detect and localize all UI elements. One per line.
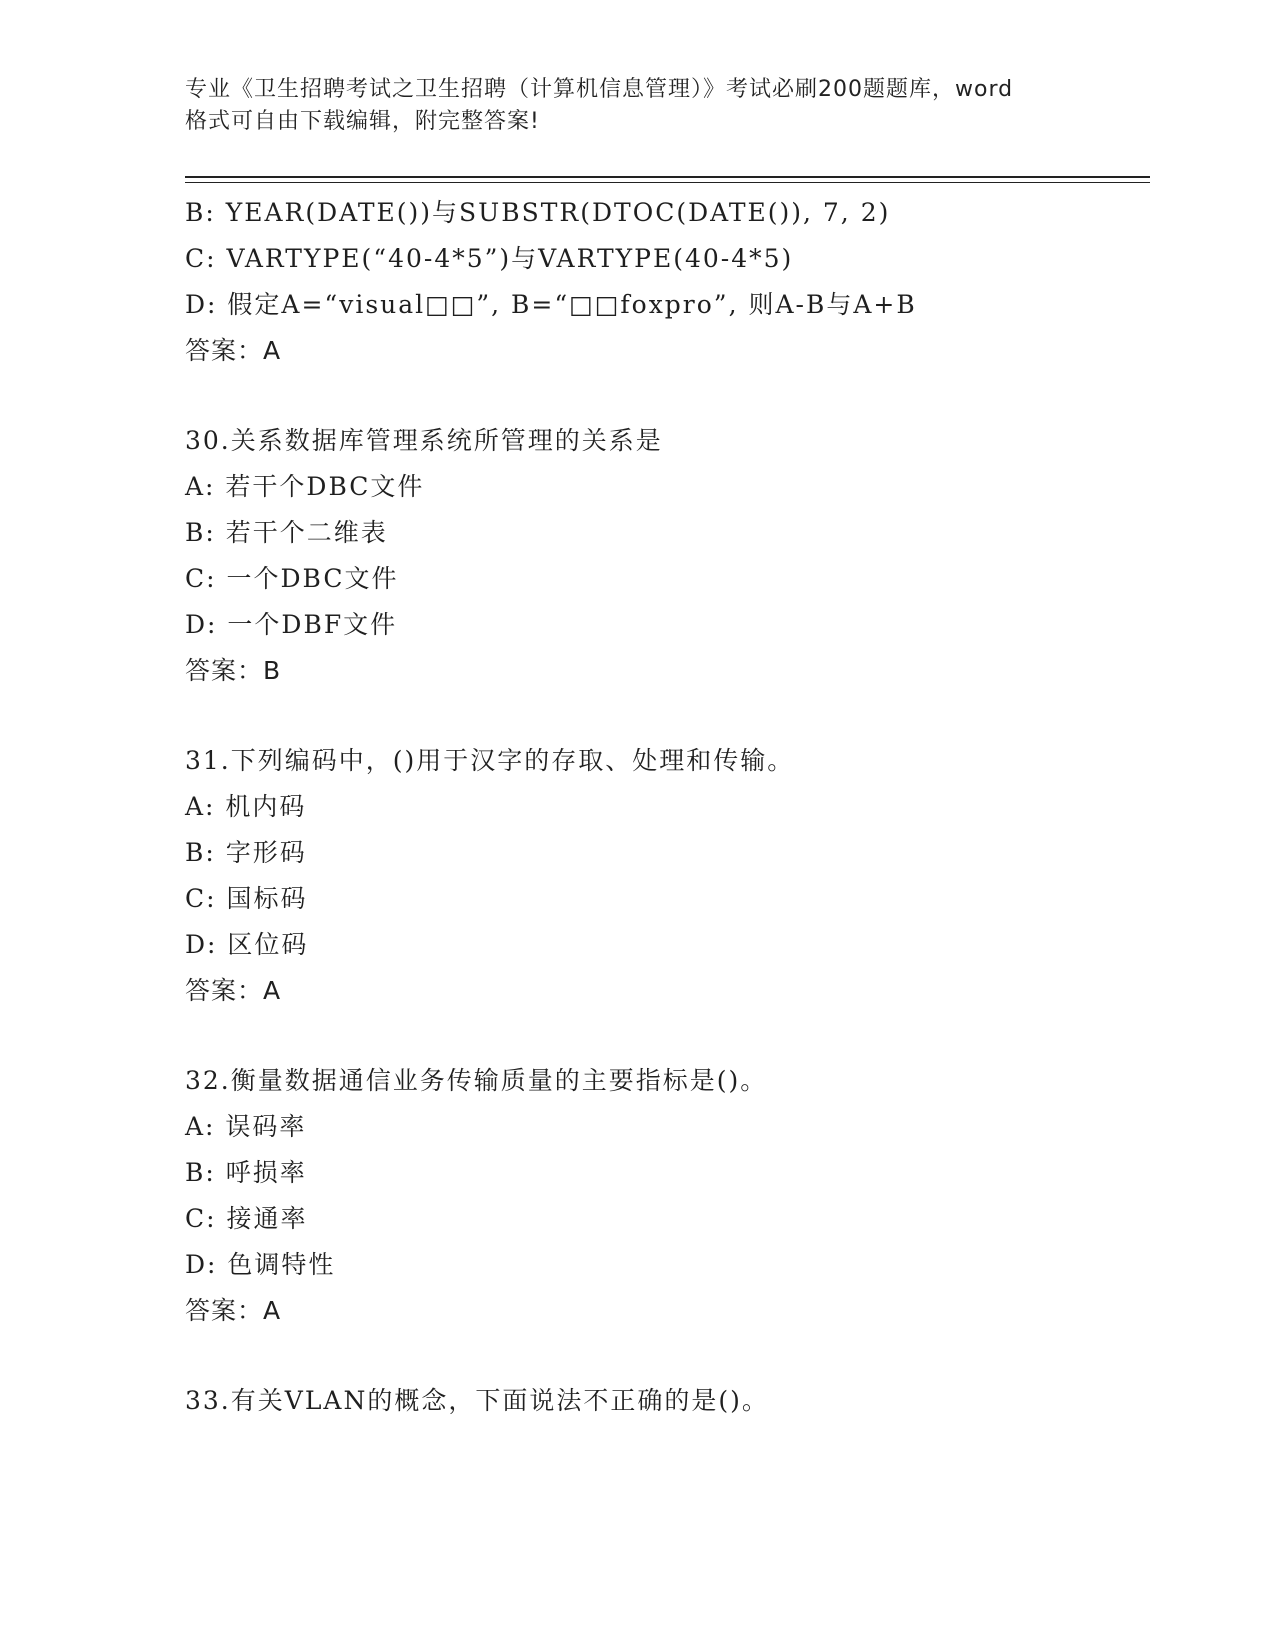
answer-line: 答案：B [185, 656, 282, 685]
question-stem: 31.下列编码中，()用于汉字的存取、处理和传输。 [185, 746, 795, 775]
question-stem: 32.衡量数据通信业务传输质量的主要指标是()。 [185, 1066, 768, 1095]
header-divider-thin [185, 182, 1150, 183]
option-c: C: 国标码 [185, 884, 308, 913]
question-32 [185, 1058, 1145, 1334]
header-line-1: 专业《卫生招聘考试之卫生招聘（计算机信息管理）》考试必刷200题题库，word [185, 77, 1014, 102]
option-b: B: 若干个二维表 [185, 518, 388, 547]
question-list [185, 190, 1145, 1424]
option-d: D: 一个DBF文件 [185, 610, 398, 639]
option-b: B: 呼损率 [185, 1158, 307, 1187]
option-d: D: 色调特性 [185, 1250, 336, 1279]
spacer [185, 1014, 1145, 1058]
option-c: C: VARTYPE(“40-4*5”)与VARTYPE(40-4*5) [185, 244, 794, 273]
option-d: D: 区位码 [185, 930, 309, 959]
spacer [185, 374, 1145, 418]
option-c: C: 接通率 [185, 1204, 308, 1233]
option-a: A: 误码率 [185, 1112, 307, 1141]
header-divider-thick [185, 176, 1150, 178]
option-b: B: 字形码 [185, 838, 307, 867]
question-stem: 30.关系数据库管理系统所管理的关系是 [185, 426, 663, 455]
spacer [185, 1334, 1145, 1378]
option-c: C: 一个DBC文件 [185, 564, 399, 593]
answer-line: 答案：A [185, 1296, 282, 1325]
option-b: B: YEAR(DATE())与SUBSTR(DTOC(DATE()), 7, 2) [185, 198, 891, 227]
option-a: A: 若干个DBC文件 [185, 472, 425, 501]
answer-line: 答案：A [185, 976, 282, 1005]
question-stem: 33.有关VLAN的概念，下面说法不正确的是()。 [185, 1386, 769, 1415]
spacer [185, 694, 1145, 738]
option-d: D: 假定A=“visual□□”, B=“□□foxpro”, 则A-B与A+B [185, 290, 917, 319]
question-33 [185, 1378, 1145, 1424]
answer-line: 答案：A [185, 336, 282, 365]
option-a: A: 机内码 [185, 792, 307, 821]
question-30 [185, 418, 1145, 694]
document-header [185, 74, 1085, 138]
question-31 [185, 738, 1145, 1014]
header-line-2: 格式可自由下载编辑，附完整答案! [185, 109, 540, 134]
question-29-continuation [185, 190, 1145, 374]
